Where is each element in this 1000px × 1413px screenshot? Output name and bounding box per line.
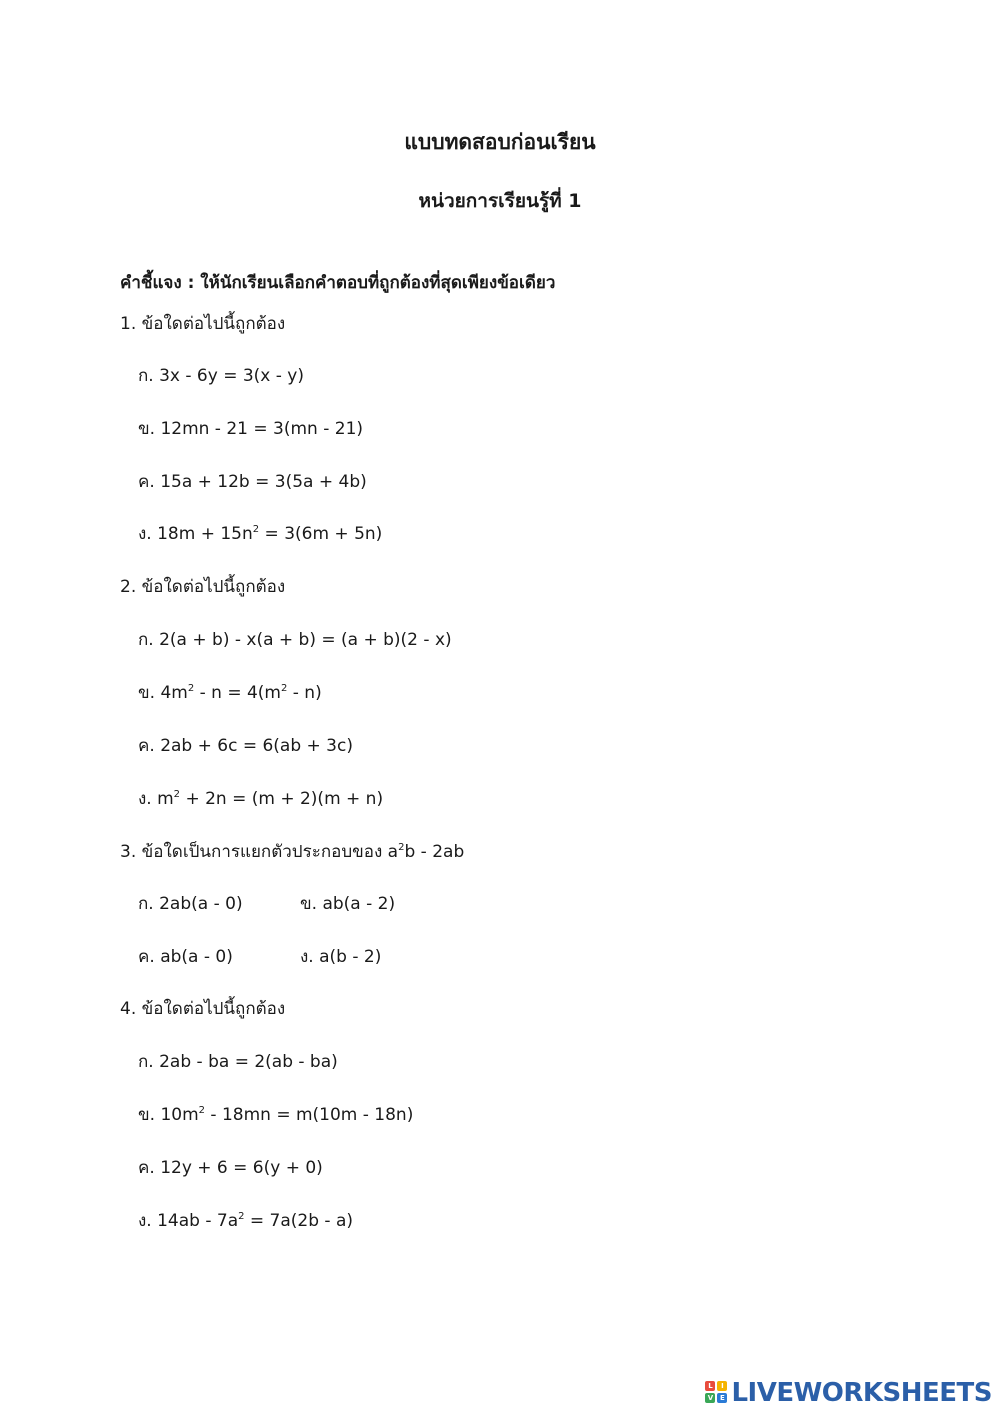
- exponent: 2: [173, 789, 181, 800]
- choice-label: ค.: [138, 1158, 161, 1178]
- choice-label: ก.: [138, 366, 160, 386]
- expression-text: 2(a + b) - x(a + b) = (a + b)(2 - x): [159, 630, 452, 650]
- expression-text: 15a + 12b = 3(5a + 4b): [160, 472, 367, 492]
- expression-text: 10m: [160, 1105, 199, 1125]
- logo-text: LIVEWORKSHEETS: [731, 1378, 992, 1408]
- choice-label: ค.: [138, 947, 161, 967]
- expression-text: 2ab + 6c = 6(ab + 3c): [160, 736, 353, 756]
- expression-text: 12mn - 21 = 3(mn - 21): [160, 419, 364, 439]
- expression-text: 2ab(a - 0): [159, 894, 243, 914]
- expression-text: a(b - 2): [319, 947, 382, 967]
- choice-label: ข.: [300, 894, 323, 914]
- question-4-choice-a[interactable]: [138, 1048, 338, 1075]
- question-4-choice-b[interactable]: [138, 1101, 413, 1128]
- exponent: 2: [252, 524, 260, 535]
- question-text: ข้อใดต่อไปนี้ถูกต้อง: [141, 314, 286, 334]
- question-number: 3.: [120, 842, 137, 862]
- choice-label: ง.: [138, 789, 158, 809]
- choice-label: ข.: [138, 683, 161, 703]
- question-2-choice-b[interactable]: [138, 679, 322, 706]
- expression-text: 14ab - 7a: [157, 1211, 239, 1231]
- expression-text: m: [157, 789, 174, 809]
- question-number: 2.: [120, 577, 137, 597]
- expression-text: ab(a - 2): [322, 894, 396, 914]
- expression-text: = 3(6m + 5n): [259, 524, 383, 544]
- question-3: [120, 838, 464, 865]
- question-1: [120, 310, 285, 337]
- question-2-choice-c[interactable]: [138, 732, 353, 759]
- exponent: 2: [398, 842, 405, 853]
- expression-text: - 18mn = m(10m - 18n): [205, 1105, 414, 1125]
- question-text: ข้อใดต่อไปนี้ถูกต้อง: [141, 999, 286, 1019]
- question-2: [120, 573, 285, 600]
- choice-label: ก.: [138, 894, 160, 914]
- question-text: ข้อใดต่อไปนี้ถูกต้อง: [141, 577, 286, 597]
- liveworksheets-logo[interactable]: [705, 1379, 992, 1407]
- expression-text: = 7a(2b - a): [244, 1211, 354, 1231]
- question-3-choice-d[interactable]: [300, 943, 381, 970]
- question-number: 1.: [120, 314, 137, 334]
- page-subtitle: หน่วยการเรียนรู้ที่ 1: [418, 190, 582, 212]
- expression-text: ab(a - 0): [160, 947, 233, 967]
- choice-label: ข.: [138, 419, 161, 439]
- question-1-choice-d[interactable]: [138, 520, 382, 547]
- question-number: 4.: [120, 999, 137, 1019]
- expression-text: ข้อใดเป็นการแยกตัวประกอบของ a: [141, 842, 399, 862]
- choice-label: ค.: [138, 736, 161, 756]
- question-3-choice-b[interactable]: [300, 890, 395, 917]
- expression-text: 3x - 6y = 3(x - y): [159, 366, 304, 386]
- expression-text: - n): [287, 683, 322, 703]
- choice-label: ข.: [138, 1105, 161, 1125]
- question-1-choice-a[interactable]: [138, 362, 304, 389]
- exponent: 2: [198, 1105, 206, 1116]
- choice-label: ก.: [138, 1052, 160, 1072]
- choice-label: ง.: [138, 1211, 158, 1231]
- exponent: 2: [187, 683, 195, 694]
- question-2-choice-d[interactable]: [138, 785, 383, 812]
- question-4-choice-d[interactable]: [138, 1207, 353, 1234]
- page-title: แบบทดสอบก่อนเรียน: [404, 130, 596, 154]
- logo-mark-letter: I: [717, 1381, 727, 1391]
- instructions: คำชี้แจง : ให้นักเรียนเลือกคำตอบที่ถูกต้องที่สุดเพียงข้อเดียว: [120, 273, 556, 293]
- question-2-choice-a[interactable]: [138, 626, 452, 653]
- expression-text: + 2n = (m + 2)(m + n): [180, 789, 384, 809]
- expression-text: 2ab - ba = 2(ab - ba): [159, 1052, 338, 1072]
- question-4: [120, 995, 285, 1022]
- logo-mark-letter: E: [717, 1393, 727, 1403]
- question-3-choice-c[interactable]: [138, 943, 233, 970]
- question-4-choice-c[interactable]: [138, 1154, 323, 1181]
- logo-mark-letter: V: [705, 1393, 715, 1403]
- exponent: 2: [280, 683, 288, 694]
- question-3-choice-a[interactable]: [138, 890, 243, 917]
- choice-label: ง.: [138, 524, 158, 544]
- expression-text: 12y + 6 = 6(y + 0): [160, 1158, 323, 1178]
- choice-label: ง.: [300, 947, 320, 967]
- expression-text: 4m: [160, 683, 188, 703]
- logo-mark-letter: L: [705, 1381, 715, 1391]
- question-1-choice-b[interactable]: [138, 415, 363, 442]
- expression-text: 18m + 15n: [157, 524, 253, 544]
- expression-text: b - 2ab: [404, 842, 465, 862]
- question-1-choice-c[interactable]: [138, 468, 367, 495]
- exponent: 2: [238, 1211, 245, 1222]
- choice-label: ค.: [138, 472, 161, 492]
- logo-mark-icon: [705, 1381, 729, 1405]
- question-text: [142, 842, 465, 862]
- choice-label: ก.: [138, 630, 160, 650]
- expression-text: - n = 4(m: [194, 683, 281, 703]
